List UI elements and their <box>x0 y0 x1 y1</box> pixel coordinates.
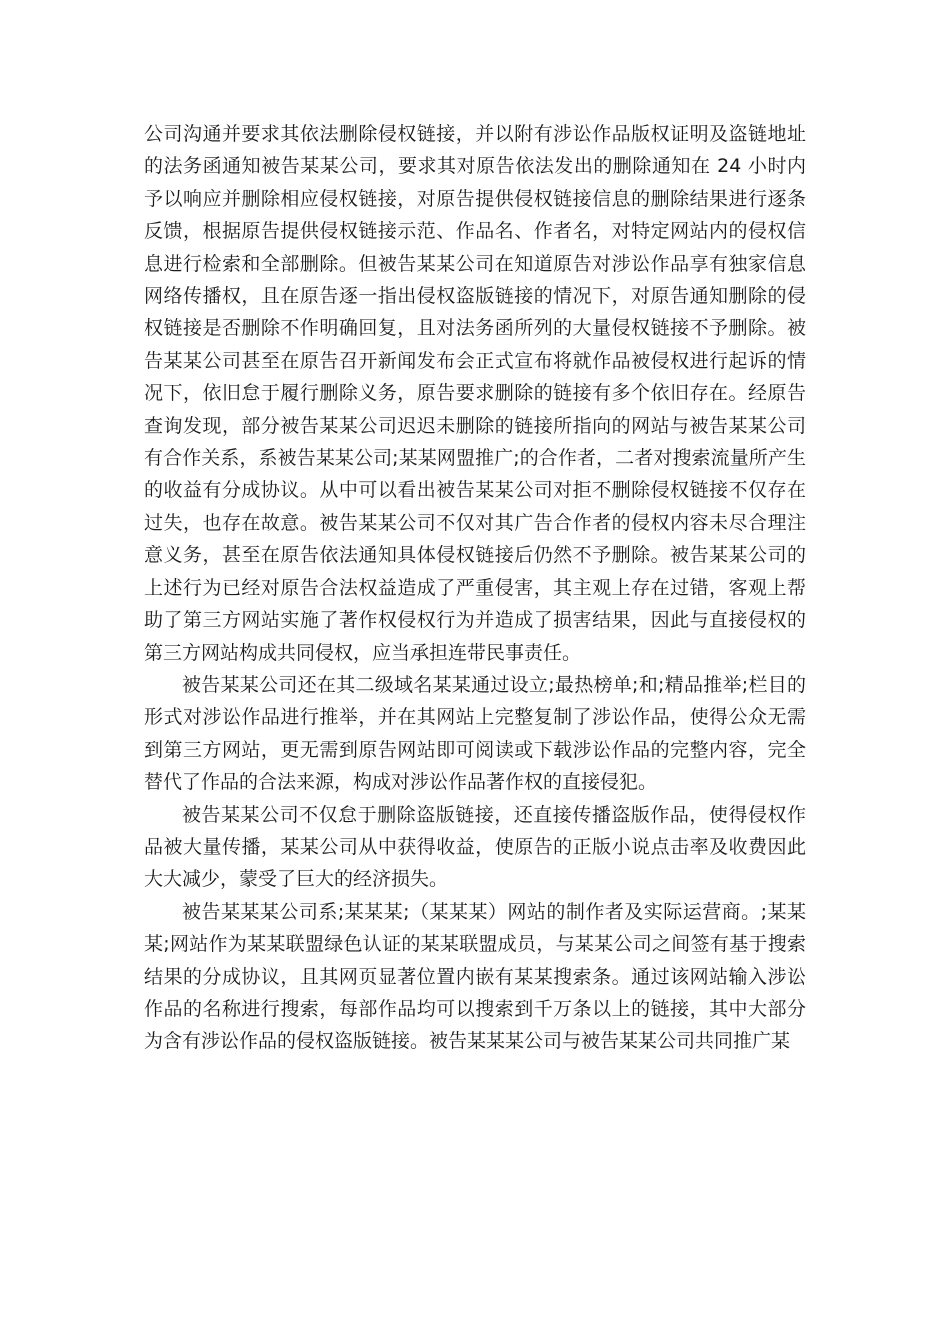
paragraph-4: 被告某某某公司系;某某某;（某某某）网站的制作者及实际运营商。;某某某;网站作为某某联盟绿色认证的某某联盟成员，与某某公司之间签有基于搜索结果的分成协议，且其网页显著位置内嵌有某某搜索条。通过该网站输入涉讼作品的名称进行搜索，每部作品均可以搜索到千万条以上的链接，其中大部分为含有涉讼作品的侵权盗版链接。被告某某某公司与被告某某公司共同推广某 <box>144 900 806 1053</box>
paragraph-3: 被告某某公司不仅怠于删除盗版链接，还直接传播盗版作品，使得侵权作品被大量传播，某某公司从中获得收益，使原告的正版小说点击率及收费因此大大减少，蒙受了巨大的经济损失。 <box>144 803 806 891</box>
paragraph-2: 被告某某公司还在其二级域名某某通过设立;最热榜单;和;精品推举;栏目的形式对涉讼作品进行推举，并在其网站上完整复制了涉讼作品，使得公众无需到第三方网站，更无需到原告网站即可阅读或下载涉讼作品的完整内容，完全替代了作品的合法来源，构成对涉讼作品著作权的直接侵犯。 <box>144 673 806 794</box>
document-body <box>144 118 806 1058</box>
paragraph-1: 公司沟通并要求其依法删除侵权链接，并以附有涉讼作品版权证明及盗链地址的法务函通知被告某某公司，要求其对原告依法发出的删除通知在 24 小时内予以响应并删除相应侵权链接，对原告提供侵权链接信息的删除结果进行逐条反馈，根据原告提供侵权链接示范、作品名、作者名，对特定网站内的侵权信息进行检索和全部删除。但被告某某公司在知道原告对涉讼作品享有独家信息网络传播权，且在原告逐一指出侵权盗版链接的情况下，对原告通知删除的侵权链接是否删除不作明确回复，且对法务函所列的大量侵权链接不予删除。被告某某公司甚至在原告召开新闻发布会正式宣布将就作品被侵权进行起诉的情况下，依旧怠于履行删除义务，原告要求删除的链接有多个依旧存在。经原告查询发现，部分被告某某公司迟迟未删除的链接所指向的网站与被告某某公司有合作关系，系被告某某公司;某某网盟推广;的合作者，二者对搜索流量所产生的收益有分成协议。从中可以看出被告某某公司对拒不删除侵权链接不仅存在过失，也存在故意。被告某某公司不仅对其广告合作者的侵权内容未尽合理注意义务，甚至在原告依法通知具体侵权链接后仍然不予删除。被告某某公司的上述行为已经对原告合法权益造成了严重侵害，其主观上存在过错，客观上帮助了第三方网站实施了著作权侵权行为并造成了损害结果，因此与直接侵权的第三方网站构成共同侵权，应当承担连带民事责任。 <box>144 123 806 664</box>
